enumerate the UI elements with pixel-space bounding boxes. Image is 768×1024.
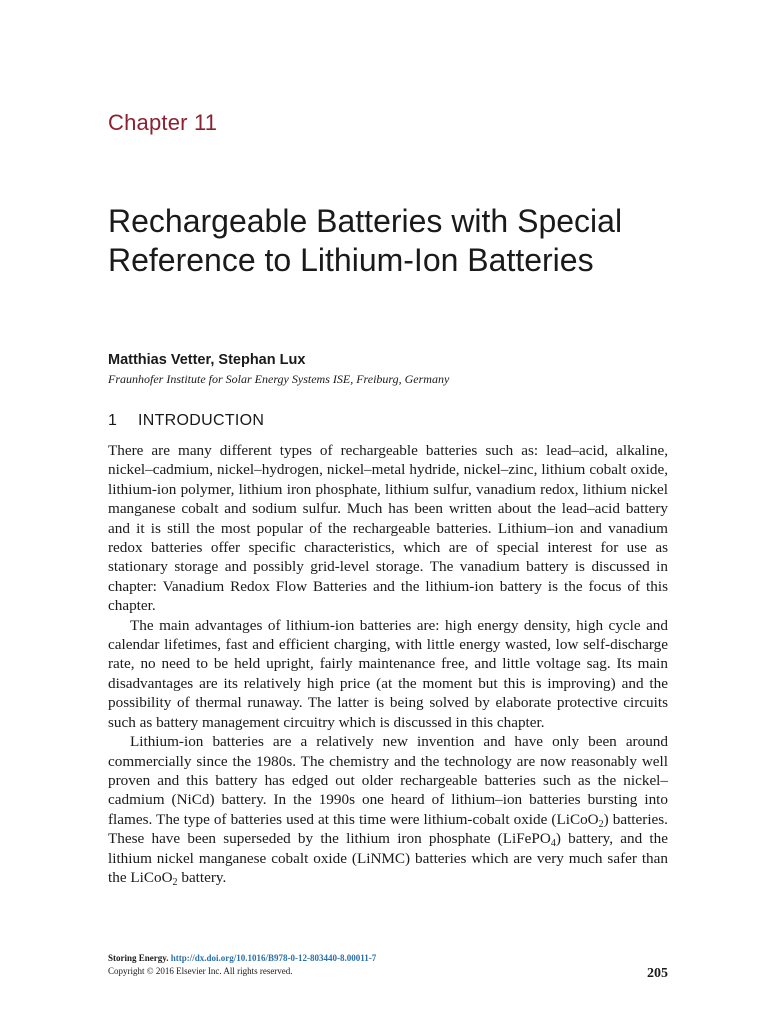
chapter-label: Chapter 11 <box>108 110 218 135</box>
section-number: 1 <box>108 412 118 429</box>
affiliation: Fraunhofer Institute for Solar Energy Systems ISE, Freiburg, Germany <box>108 372 450 386</box>
subscript: 4 <box>550 838 556 850</box>
paragraph-1: There are many different types of rechargeable batteries such as: lead–acid, alkaline, nickel–cadmium, nickel–hydrogen, nickel–metal hydride, nickel–zinc, lithium cobalt oxide, lithium-ion polymer, lithium iron phosphate, lithium sulfur, vanadium redox, lithium nickel manganese cobalt and sodium sulfur. Much has been written about the lead–acid battery and it is still the most popular of the rechargeable batteries. Lithium–ion and vanadium redox batteries offer specific characteristics, which are of special interest for use as stationary storage and possibly grid-level storage. The vanadium battery is discussed in chapter: Vanadium Redox Flow Batteries and the lithium-ion battery is the focus of this chapter. <box>108 442 668 615</box>
page-number: 205 <box>647 966 668 981</box>
subscript: 2 <box>172 876 178 888</box>
paragraph-3-part-a: Lithium-ion batteries are a relatively new invention and have only been around commercially since the 1980s. The chemistry and the technology are now reasonably well proven and this battery has edged out older rechargeable batteries such as the nickel–cadmium (NiCd) battery. In the 1990s one heard of lithium–ion batteries bursting into flames. The type of batteries used at this time were lithium-cobalt oxide (LiCoO <box>108 733 668 828</box>
journal-name: Storing Energy. <box>108 953 169 963</box>
paragraph-3 <box>108 732 668 887</box>
copyright: Copyright © 2016 Elsevier Inc. All rights reserved. <box>108 966 293 976</box>
section-title: INTRODUCTION <box>138 412 265 429</box>
section-heading <box>108 412 264 430</box>
subscript: 2 <box>598 818 604 830</box>
paragraph-3-part-c: ) battery, and the lithium nickel manganese cobalt oxide (LiNMC) batteries which are very much safer than the LiCoO <box>108 830 668 886</box>
chapter-title: Rechargeable Batteries with Special Reference to Lithium-Ion Batteries <box>108 203 623 278</box>
body-text <box>108 441 668 887</box>
doi-link[interactable]: http://dx.doi.org/10.1016/B978-0-12-803440-8.00011-7 <box>170 953 377 963</box>
authors: Matthias Vetter, Stephan Lux <box>108 352 306 368</box>
paragraph-3-part-d: battery. <box>177 868 227 886</box>
paragraph-3-part-b: ) batteries. These have been superseded by the lithium iron phosphate (LiFePO <box>108 810 668 848</box>
paragraph-2: The main advantages of lithium-ion batteries are: high energy density, high cycle and calendar lifetimes, fast and efficient charging, with little energy wasted, low self-discharge rate, no need to be held upright, fairly maintenance free, and little voltage sag. Its main disadvantages are its relatively high price (at the moment but this is improving) and the possibility of thermal runaway. The latter is being solved by elaborate protective circuits such as battery management circuitry which is discussed in this chapter. <box>108 616 668 731</box>
footer <box>108 952 668 978</box>
